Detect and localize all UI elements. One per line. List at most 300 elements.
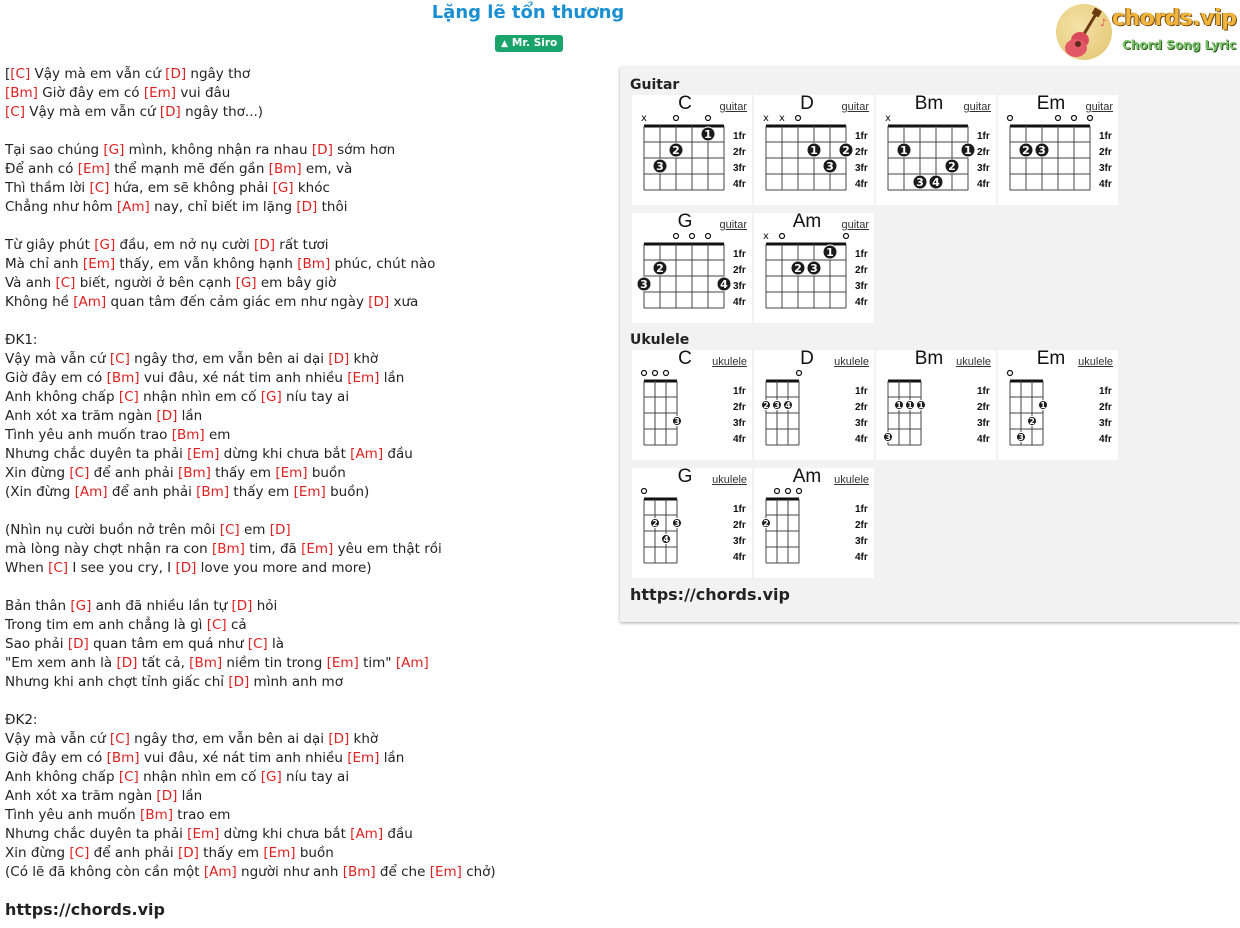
chord-link[interactable]: [Am] [350,826,384,842]
chord-link[interactable]: [Bm] [5,85,38,101]
finger-number: 1 [704,128,712,141]
chord-link[interactable]: [Em] [347,750,380,766]
finger-number: 2 [672,144,680,157]
fret-label: 3fr [1099,418,1112,429]
chord-link[interactable]: [D] [254,237,275,253]
footer-url[interactable]: https://chords.vip [5,900,165,919]
chord-link[interactable]: [C] [118,769,139,785]
lyric-text: Chẳng như hôm [5,199,117,215]
fret-label: 3fr [977,163,990,174]
chord-link[interactable]: [G] [94,237,116,253]
chord-link[interactable]: [Bm] [140,807,173,823]
lyrics-section [5,65,605,882]
lyric-line [5,597,605,616]
lyric-text: When [5,560,49,576]
lyric-line [5,825,605,844]
lyric-text: để che [375,864,430,880]
lyric-text: niềm tin trong [222,655,327,671]
chord-link[interactable]: [C] [109,351,130,367]
lyric-line [5,426,605,445]
chord-link[interactable]: [Em] [275,465,308,481]
fret-label: 2fr [977,147,990,158]
muted-string-marker: x [763,231,769,242]
open-string-marker [797,371,802,376]
lyric-text: đầu [383,446,413,462]
chord-link[interactable]: [C] [247,636,268,652]
open-string-marker [653,371,658,376]
chord-link[interactable]: [C] [206,617,227,633]
person-icon: ▲ [501,39,508,49]
lyric-line [5,559,605,578]
chord-link[interactable]: [Em] [187,826,220,842]
lyric-text: níu tay ai [281,769,350,785]
lyric-text: chở) [461,864,496,880]
chord-link[interactable]: [G] [260,389,282,405]
svg-text:♪: ♪ [1100,18,1107,29]
guitar-chord-card[interactable] [754,213,874,323]
lyric-line [5,445,605,464]
lyric-line [5,863,605,882]
fret-label: 2fr [1099,402,1112,413]
lyric-text: thôi [317,199,348,215]
lyric-text: vui đâu [176,85,231,101]
lyric-text: (Xin đừng [5,484,75,500]
lyric-text: thấy, em vẫn không hạnh [115,256,298,272]
lyric-line [5,616,605,635]
finger-number: 3 [1038,144,1046,157]
lyric-text: Từ giây phút [5,237,95,253]
chord-instrument-link[interactable]: ukulele [956,356,991,368]
open-string-marker [780,234,785,239]
lyric-text: Trong tim em anh chẳng là gì [5,617,207,633]
chord-link[interactable]: [Em] [347,370,380,386]
lyric-text: biết, người ở bên cạnh [75,275,236,291]
fret-label: 4fr [855,552,868,563]
lyric-line [5,483,605,502]
lyric-text: "Em xem anh là [5,655,117,671]
chord-link[interactable]: [Em] [263,845,296,861]
fret-label: 2fr [855,265,868,276]
chord-name: Bm [914,93,944,114]
fret-label: 2fr [733,402,746,413]
lyric-text: Và anh [5,275,56,291]
fret-label: 3fr [733,418,746,429]
lyric-text: Sao phải [5,636,68,652]
chord-link[interactable]: [G] [260,769,282,785]
chord-link[interactable]: [G] [70,598,92,614]
chord-link[interactable]: [Bm] [106,370,140,386]
fret-label: 1fr [855,504,868,515]
lyric-line [5,464,605,483]
lyric-text: quan tâm đến cảm giác em như ngày [106,294,369,310]
fret-label: 2fr [733,265,746,276]
lyric-text: Vậy mà em vẫn cứ [30,66,166,82]
finger-number: 4 [932,176,940,189]
lyric-line [5,293,605,312]
chord-link[interactable]: [Em] [143,85,177,101]
fret-label: 1fr [977,131,990,142]
chord-name: Bm [914,348,944,369]
chord-name: C [678,348,692,369]
lyric-text: dừng khi chưa bắt [219,826,351,842]
ukulele-chord-card[interactable] [998,350,1118,460]
fret-label: 4fr [733,552,746,563]
chord-link[interactable]: [D] [328,731,350,747]
lyric-text: khờ [349,731,379,747]
chord-instrument-link[interactable]: guitar [719,101,747,113]
fret-label: 1fr [1099,386,1112,397]
lyric-text: thấy em [198,845,264,861]
lyric-text: Không hề [5,294,74,310]
lyric-text: hỏi [252,598,278,614]
lyric-text: Tình yêu anh muốn [5,807,141,823]
lyric-line [5,749,605,768]
ukulele-chord-card[interactable] [632,350,752,460]
lyric-line [5,217,605,236]
guitar-chord-card[interactable] [998,95,1118,205]
chord-link[interactable]: [C] [69,845,90,861]
chord-link[interactable]: [G] [235,275,257,291]
chord-link[interactable]: [Am] [74,484,108,500]
chord-link[interactable]: [D] [328,351,350,367]
lyric-text: I see you cry, I [68,560,176,576]
lyric-line [5,730,605,749]
lyric-line [5,198,605,217]
lyric-text: trao em [173,807,231,823]
lyric-text: nhận nhìn em cố [138,389,261,405]
lyric-text: love you more and more) [196,560,372,576]
guitar-chord-card[interactable] [876,95,996,205]
chord-diagram [998,350,1118,460]
chord-diagram [754,213,874,323]
open-string-marker [642,489,647,494]
muted-string-marker: x [763,113,769,124]
lyric-text: em [204,427,231,443]
ukulele-chord-card[interactable] [754,468,874,578]
lyric-text: cả [226,617,247,633]
fret-label: 1fr [977,386,990,397]
chord-link[interactable]: [D] [165,66,187,82]
lyric-text: mình anh mơ [249,674,343,690]
chord-link[interactable]: [Bm] [171,427,205,443]
chord-name: Em [1036,348,1066,369]
chord-link[interactable]: [Em] [187,446,220,462]
chord-name: Am [792,466,822,487]
artist-badge[interactable] [495,35,563,52]
fret-label: 2fr [855,520,868,531]
chord-link[interactable]: [G] [272,180,294,196]
open-string-marker [796,116,801,121]
finger-number: 3 [916,176,924,189]
chord-instrument-link[interactable]: ukulele [712,356,747,368]
chord-panel [620,67,1240,622]
fret-label: 3fr [977,418,990,429]
chord-name: G [677,466,693,487]
lyric-line [5,654,605,673]
chord-link[interactable]: [Bm] [189,655,223,671]
lyric-text: mà lòng này chợt nhận ra con [5,541,212,557]
chord-link[interactable]: [C] [89,180,110,196]
chord-link[interactable]: [D] [269,522,291,538]
lyric-text: tim, đã [244,541,302,557]
chord-link[interactable]: [Bm] [196,484,230,500]
lyric-text: Xin đừng [5,465,70,481]
finger-number: 2 [1029,417,1035,426]
lyric-text: Để anh có [5,161,78,177]
open-string-marker [690,234,695,239]
fret-label: 2fr [977,402,990,413]
chord-instrument-link[interactable]: guitar [841,219,869,231]
finger-number: 3 [674,519,680,528]
chord-instrument-link[interactable]: guitar [719,219,747,231]
guitar-chord-card[interactable] [754,95,874,205]
ukulele-chord-card[interactable] [876,350,996,460]
lyric-text: yêu em thật rồi [333,541,442,557]
lyric-text: Tình yêu anh muốn trao [5,427,172,443]
chord-link[interactable]: [Bm] [106,750,140,766]
chord-link[interactable]: [G] [103,142,125,158]
open-string-marker [1056,116,1061,121]
chord-link[interactable]: [Em] [326,655,359,671]
fret-label: 3fr [733,536,746,547]
chord-link[interactable]: [Am] [395,655,429,671]
open-string-marker [1088,116,1093,121]
ukulele-chord-card[interactable] [754,350,874,460]
chord-link[interactable]: [D] [116,655,138,671]
lyric-text: rất tươi [274,237,329,253]
chord-link[interactable]: [C] [118,389,139,405]
chord-link[interactable]: [Bm] [268,161,302,177]
open-string-marker [706,234,711,239]
finger-number: 1 [964,144,972,157]
lyric-text: (Nhìn nụ cười buồn nở trên môi [5,522,220,538]
chord-diagram [632,468,752,578]
guitar-section-label: Guitar [630,77,680,93]
chord-link[interactable]: [Em] [301,541,334,557]
chord-instrument-link[interactable]: ukulele [1078,356,1113,368]
chord-instrument-link[interactable]: ukulele [834,356,869,368]
song-title: Lặng lẽ tổn thương [431,2,625,23]
lyric-text: Anh xót xa trăm ngàn [5,788,157,804]
lyric-line [5,635,605,654]
finger-number: 2 [842,144,850,157]
lyric-text: Thì thầm lời [5,180,90,196]
ukulele-chord-card[interactable] [632,468,752,578]
chord-link[interactable]: [D] [311,142,333,158]
chord-link[interactable]: [C] [109,731,130,747]
chord-link[interactable]: [Bm] [297,256,331,272]
chord-name: D [800,93,814,114]
muted-string-marker: x [885,113,891,124]
fret-label: 1fr [733,504,746,515]
chord-diagram [754,95,874,205]
lyric-line [5,540,605,559]
finger-number: 1 [1040,401,1046,410]
open-string-marker [706,116,711,121]
chord-link[interactable]: [C] [219,522,240,538]
lyric-line [5,502,605,521]
chord-name: C [678,93,692,114]
lyric-text: nay, chỉ biết im lặng [149,199,297,215]
chord-link[interactable]: [C] [55,275,76,291]
chord-link[interactable]: [D] [177,845,199,861]
lyric-line [5,673,605,692]
finger-number: 3 [826,160,834,173]
chord-instrument-link[interactable]: ukulele [834,474,869,486]
fret-label: 4fr [855,434,868,445]
fret-label: 1fr [733,249,746,260]
finger-number: 4 [785,401,791,410]
chord-link[interactable]: [Em] [293,484,326,500]
chord-link[interactable]: [Am] [203,864,237,880]
lyric-text: thấy em [210,465,276,481]
chord-diagram [876,95,996,205]
chord-link[interactable]: [Em] [77,161,110,177]
lyric-text: để anh phải [107,484,197,500]
open-string-marker [797,489,802,494]
chord-link[interactable]: [C] [69,465,90,481]
chord-name: G [677,211,693,232]
fret-label: 2fr [733,520,746,531]
lyric-line [5,407,605,426]
guitar-logo-icon [1056,4,1112,60]
chord-link[interactable]: [D] [159,104,181,120]
chord-link[interactable]: [Em] [429,864,462,880]
lyric-text: Nhưng chắc duyên ta phải [5,826,188,842]
finger-number: 3 [656,160,664,173]
finger-number: 2 [948,160,956,173]
chord-link[interactable]: [D] [67,636,89,652]
chord-link[interactable]: [D] [231,598,253,614]
lyric-text: Anh không chấp [5,389,119,405]
lyric-text: để anh phải [89,465,178,481]
chord-instrument-link[interactable]: guitar [963,101,991,113]
lyric-text: Vậy mà vẫn cứ [5,351,110,367]
chord-link[interactable]: [D] [296,199,318,215]
finger-number: 3 [885,433,891,442]
open-string-marker [844,234,849,239]
lyric-text: tim" [358,655,396,671]
muted-string-marker: x [779,113,785,124]
lyric-text: em [239,522,270,538]
chord-link[interactable]: [Bm] [342,864,376,880]
finger-number: 3 [774,401,780,410]
lyric-line [5,255,605,274]
lyric-line [5,521,605,540]
lyric-text: Tại sao chúng [5,142,104,158]
chord-link[interactable]: [C] [10,66,31,82]
lyric-line [5,312,605,331]
fret-label: 4fr [855,297,868,308]
finger-number: 3 [1018,433,1024,442]
chord-link[interactable]: [C] [5,104,25,120]
lyric-text: vui đâu, xé nát tim anh nhiều [139,370,348,386]
chord-link[interactable]: [D] [368,294,390,310]
lyric-text: khờ [349,351,379,367]
open-string-marker [674,116,679,121]
chord-instrument-link[interactable]: guitar [841,101,869,113]
chord-link[interactable]: [D] [156,408,178,424]
chord-name: D [800,348,814,369]
lyric-line [5,103,605,122]
lyric-text: Xin đừng [5,845,70,861]
finger-number: 1 [896,401,902,410]
chord-link[interactable]: [D] [156,788,178,804]
fret-label: 2fr [1099,147,1112,158]
lyric-text: anh đã nhiều lần tự [91,598,232,614]
lyric-line [5,84,605,103]
fret-label: 4fr [1099,434,1112,445]
logo-text: chords.vip [1112,6,1237,31]
open-string-marker [1008,116,1013,121]
site-logo[interactable] [1054,2,1236,62]
chord-instrument-link[interactable]: ukulele [712,474,747,486]
fret-label: 4fr [733,297,746,308]
fret-label: 3fr [733,281,746,292]
fret-label: 1fr [855,131,868,142]
lyric-text: Anh không chấp [5,769,119,785]
open-string-marker [642,371,647,376]
chord-link[interactable]: [D] [175,560,197,576]
lyric-text: Mà chỉ anh [5,256,83,272]
chord-link[interactable]: [C] [48,560,69,576]
lyric-line [5,806,605,825]
lyric-text: tất cả, [137,655,190,671]
fret-label: 4fr [1099,179,1112,190]
fret-label: 4fr [855,179,868,190]
fret-label: 2fr [855,402,868,413]
lyric-text: dừng khi chưa bắt [219,446,351,462]
lyric-text: đầu [383,826,413,842]
lyric-text: Giờ đây em có [5,750,107,766]
chord-link[interactable]: [Bm] [211,541,245,557]
lyric-text: níu tay ai [281,389,350,405]
chord-link[interactable]: [Em] [82,256,116,272]
finger-number: 1 [810,144,818,157]
fret-label: 1fr [1099,131,1112,142]
chord-name: Am [792,211,822,232]
fret-label: 1fr [855,386,868,397]
lyric-text: phúc, chút nào [330,256,436,272]
lyric-text: Giờ đây em có [37,85,144,101]
chord-diagram [876,350,996,460]
lyric-text: Nhưng chắc duyên ta phải [5,446,188,462]
lyric-text: Vậy mà vẫn cứ [5,731,110,747]
chord-link[interactable]: [Bm] [177,465,211,481]
lyric-text: ĐK1: [5,332,38,348]
lyric-line [5,692,605,711]
lyric-text: quan tâm em quá như [88,636,248,652]
panel-url[interactable]: https://chords.vip [630,585,790,604]
lyric-text: nhận nhìn em cố [138,769,261,785]
chord-link[interactable]: [Am] [116,199,150,215]
fret-label: 3fr [855,281,868,292]
lyric-text: ngây thơ, em vẫn bên ai dại [129,351,329,367]
chord-instrument-link[interactable]: guitar [1085,101,1113,113]
lyric-text: em, và [301,161,353,177]
lyric-text: thấy em [229,484,294,500]
fret-label: 3fr [733,163,746,174]
chord-link[interactable]: [Am] [73,294,107,310]
guitar-chord-card[interactable] [632,213,752,323]
chord-link[interactable]: [Am] [350,446,384,462]
guitar-chord-card[interactable] [632,95,752,205]
lyric-line [5,236,605,255]
chord-diagram [632,350,752,460]
chord-diagram [632,213,752,323]
finger-number: 3 [640,278,648,291]
chord-link[interactable]: [D] [228,674,250,690]
